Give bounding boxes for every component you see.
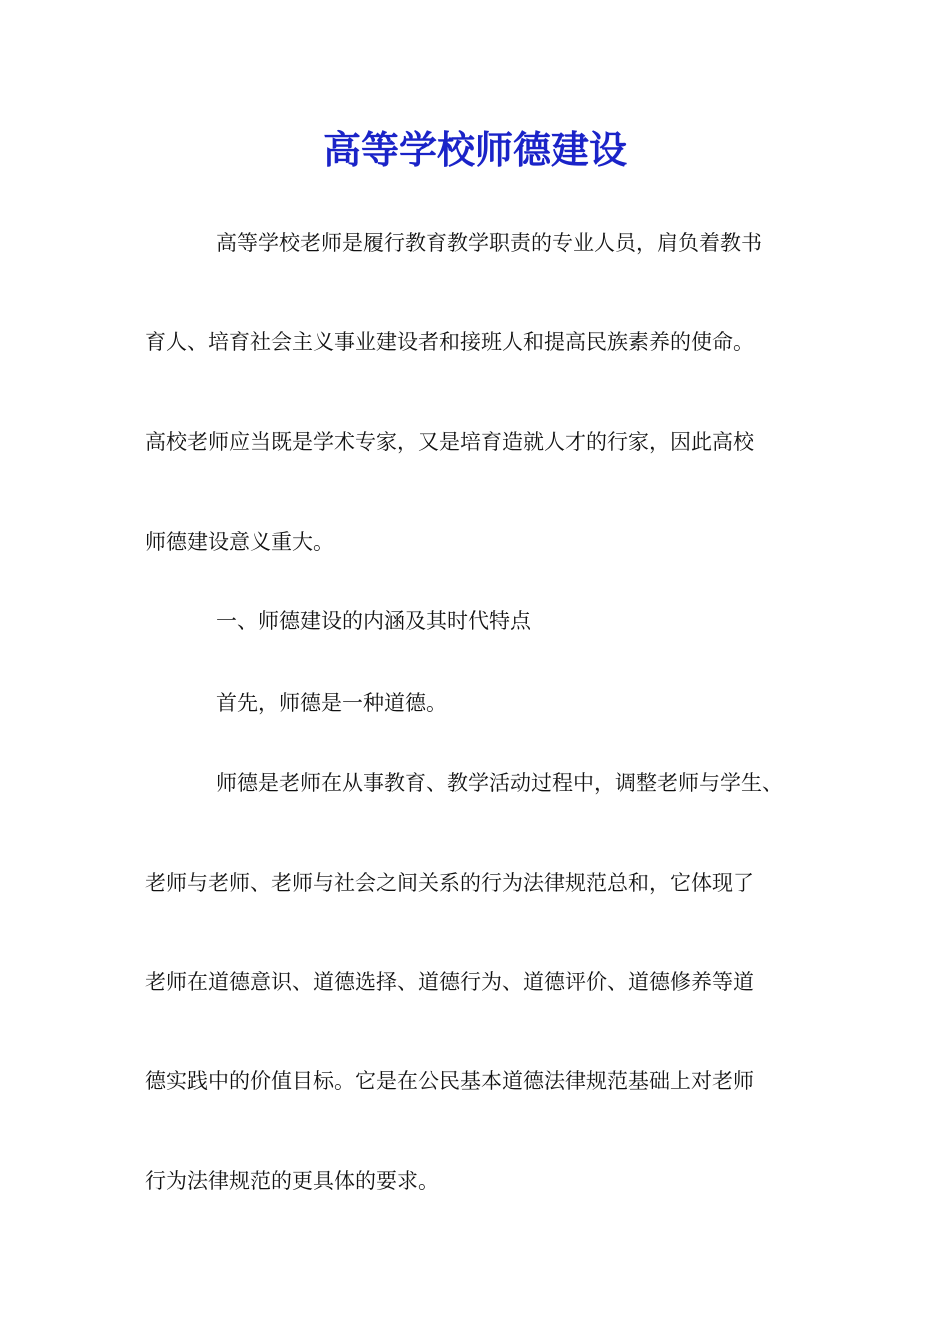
paragraph-2-line-1: 首先，师德是一种道德。 [216, 691, 447, 715]
paragraph-1-line-1: 高等学校老师是履行教育教学职责的专业人员，肩负着教书 [216, 231, 762, 255]
paragraph-3-line-1: 师德是老师在从事教育、教学活动过程中，调整老师与学生、 [216, 771, 783, 795]
paragraph-3-line-4: 德实践中的价值目标。它是在公民基本道德法律规范基础上对老师 [145, 1069, 754, 1093]
paragraph-3-line-5: 行为法律规范的更具体的要求。 [145, 1169, 439, 1193]
paragraph-3-line-2: 老师与老师、老师与社会之间关系的行为法律规范总和，它体现了 [145, 871, 754, 895]
paragraph-3-line-3: 老师在道德意识、道德选择、道德行为、道德评价、道德修养等道 [145, 970, 754, 994]
paragraph-1-line-2: 育人、培育社会主义事业建设者和接班人和提高民族素养的使命。 [145, 330, 754, 354]
section-heading: 一、师德建设的内涵及其时代特点 [216, 609, 531, 633]
document-title: 高等学校师德建设 [322, 127, 627, 172]
paragraph-1-line-3: 高校老师应当既是学术专家，又是培育造就人才的行家，因此高校 [145, 430, 754, 454]
paragraph-1-line-4: 师德建设意义重大。 [145, 530, 334, 554]
